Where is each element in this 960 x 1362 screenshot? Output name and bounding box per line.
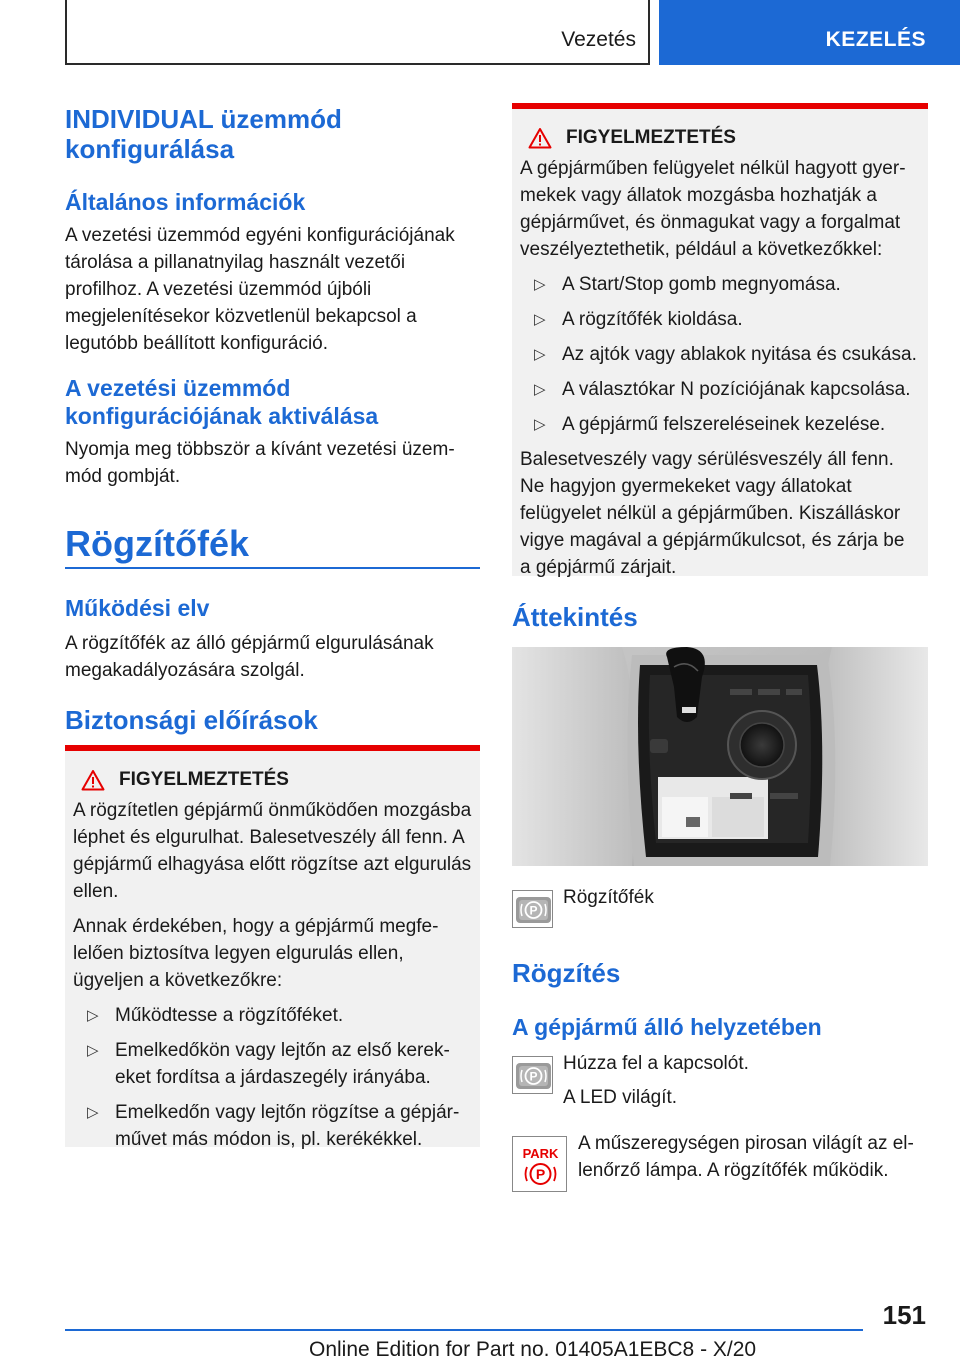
list-item: ▷ A Start/Stop gomb megnyomása. <box>520 271 920 298</box>
heading-standing: A gépjármű álló helyzetében <box>512 1014 822 1040</box>
list-item: ▷ Emelkedőn vagy lejtőn rögzítse a gépjárművet más módon is, pl. kerékékkel. <box>73 1099 472 1153</box>
bullet-triangle-icon: ▷ <box>534 416 546 433</box>
heading-activation: A vezetési üzemmód konfigurációjának aktiválása <box>65 375 379 429</box>
paragraph-led: A LED világít. <box>563 1087 678 1108</box>
heading-individual: INDIVIDUAL üzemmód konfigurálása <box>65 104 342 164</box>
warning-list <box>73 1002 472 1153</box>
bullet-triangle-icon: ▷ <box>534 346 546 363</box>
bullet-triangle-icon: ▷ <box>534 311 546 328</box>
heading-parking-brake: Rögzítőfék <box>65 523 249 564</box>
warning-paragraph: Annak érdekében, hogy a gépjármű megfelelően biztosítva legyen elgurulás ellen, ügyeljen a következőkre: <box>73 916 439 991</box>
list-item: ▷ A rögzítőfék kioldása. <box>520 306 920 333</box>
svg-text:P: P <box>535 1166 546 1182</box>
svg-text:P: P <box>529 903 538 918</box>
bullet-triangle-icon: ▷ <box>87 1042 99 1059</box>
bullet-triangle-icon: ▷ <box>87 1007 99 1024</box>
warning-paragraph: A gépjárműben felügyelet nélkül hagyott gyermekek vagy állatok mozgásba hozhatják a gépjárművet, és önmagukat vagy a forgalmat veszélyeztethetik, például a következőkkel: <box>520 158 906 260</box>
warning-title-left <box>73 769 472 791</box>
warning-box-right <box>512 103 928 576</box>
paragraph-warning-lamp: A műszeregységen pirosan világít az ellenőrző lámpa. A rögzítőfék működik. <box>578 1133 914 1181</box>
icon-caption-parking-brake: Rögzítőfék <box>563 887 654 908</box>
heading-general-info: Általános információk <box>65 189 306 215</box>
parking-brake-switch-icon <box>512 1056 553 1094</box>
list-item: ▷ Működtesse a rögzítőféket. <box>73 1002 472 1029</box>
heading-rule <box>65 567 480 569</box>
heading-safety: Biztonsági előírások <box>65 705 318 735</box>
heading-principle: Működési elv <box>65 595 210 621</box>
header-chapter-label: KEZELÉS <box>825 28 926 51</box>
park-warning-lamp-icon <box>512 1136 567 1192</box>
warning-triangle-icon <box>81 769 105 791</box>
edition-text: Online Edition for Part no. 01405A1EBC8 - X/20 <box>309 1338 757 1361</box>
warning-box-left <box>65 745 480 1150</box>
console-illustration <box>512 647 928 866</box>
bullet-triangle-icon: ▷ <box>534 381 546 398</box>
bullet-triangle-icon: ▷ <box>87 1104 99 1121</box>
park-lamp-text: PARK <box>522 1146 559 1161</box>
bullet-triangle-icon: ▷ <box>534 276 546 293</box>
warning-paragraph: A rögzítetlen gépjármű önműködően mozgásba léphet és elgurulhat. Balesetveszély áll fenn. A gépjármű elhagyása előtt rögzítse azt elgurulás ellen. <box>73 800 472 902</box>
list-item: ▷ A gépjármű felszereléseinek kezelése. <box>520 411 920 438</box>
paragraph-principle: A rögzítőfék az álló gépjármű elgurulásának megakadályozására szolgál. <box>65 633 434 681</box>
header-section-title: Vezetés <box>561 28 636 51</box>
paragraph-pull-switch: Húzza fel a kapcsolót. <box>563 1053 749 1074</box>
list-item: ▷ A választókar N pozíciójának kapcsolása. <box>520 376 920 403</box>
warning-title-text: FIGYELMEZTETÉS <box>119 769 289 790</box>
warning-paragraph: Balesetveszély vagy sérülésveszély áll fenn. Ne hagyjon gyermekeket vagy állatokat felügyelet nélkül a gépjárműben. Kiszálláskor vigye magával a gépjárműkulcsot, és zárja be a gépjármű zárjait. <box>520 449 905 578</box>
paragraph-activation: Nyomja meg többször a kívánt vezetési üzemmód gombját. <box>65 439 455 487</box>
list-item: ▷ Emelkedőkön vagy lejtőn az első kerekeket fordítsa a járdaszegély irányába. <box>73 1037 472 1091</box>
warning-title-right <box>520 127 920 149</box>
footer-rule <box>65 1329 863 1331</box>
heading-engage: Rögzítés <box>512 958 621 988</box>
center-console-photo <box>512 647 928 866</box>
header-chapter-tab <box>659 0 960 65</box>
warning-triangle-icon <box>528 127 552 149</box>
warning-list <box>520 271 920 438</box>
paragraph-general-info: A vezetési üzemmód egyéni konfigurációjának tárolása a pillanatnyilag használt vezetői profilhoz. A vezetési üzemmód újbóli megjelenítésekor közvetlenül bekapcsol a legutóbb beállított konfiguráció. <box>65 225 455 354</box>
page-number: 151 <box>882 1300 926 1330</box>
heading-overview: Áttekintés <box>512 602 638 632</box>
svg-text:P: P <box>529 1069 538 1084</box>
parking-brake-switch-icon <box>512 890 553 928</box>
warning-title-text: FIGYELMEZTETÉS <box>566 127 736 148</box>
list-item: ▷ Az ajtók vagy ablakok nyitása és csukása. <box>520 341 920 368</box>
